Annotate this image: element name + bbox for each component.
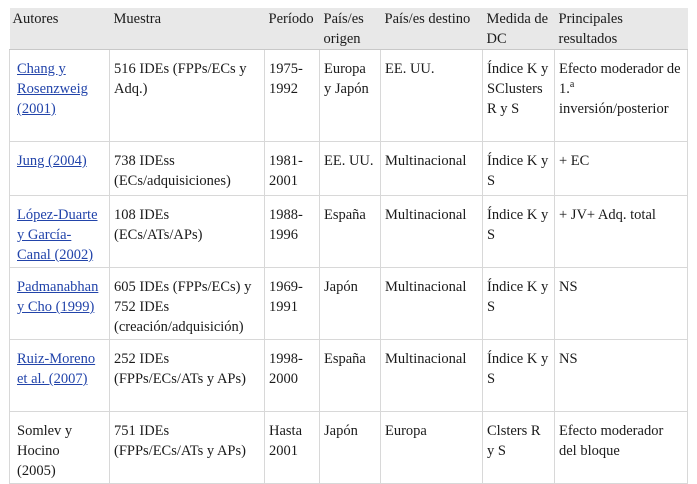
period-cell: Hasta 2001 <box>265 412 320 484</box>
sample-cell: 751 IDEs (FPPs/ECs/ATs y APs) <box>110 412 265 484</box>
destination-cell: EE. UU. <box>381 50 483 142</box>
author-link[interactable]: Padmanabhan y Cho (1999) <box>17 279 99 315</box>
sample-cell: 605 IDEs (FPPs/ECs) y 752 IDEs (creación/adquisición) <box>110 268 265 340</box>
header-measure: Medida de DC <box>483 8 555 50</box>
author-link[interactable]: Ruiz-Moreno et al. (2007) <box>17 351 96 387</box>
header-results: Principales resultados <box>555 8 688 50</box>
header-row <box>10 8 688 50</box>
author-cell <box>10 50 110 142</box>
table-row <box>10 142 688 196</box>
measure-cell: Índice K y S <box>483 268 555 340</box>
header-authors: Autores <box>10 8 110 50</box>
measure-cell: Clsters R y S <box>483 412 555 484</box>
period-cell: 1988-1996 <box>265 196 320 268</box>
table-row <box>10 50 688 142</box>
origin-cell: España <box>320 340 381 412</box>
period-cell: 1981-2001 <box>265 142 320 196</box>
origin-cell: Japón <box>320 268 381 340</box>
author-link[interactable]: López-Duarte y García- Canal (2002) <box>17 207 98 263</box>
author-cell <box>10 340 110 412</box>
period-cell: 1969-1991 <box>265 268 320 340</box>
measure-cell: Índice K y S <box>483 142 555 196</box>
result-cell: NS <box>555 268 688 340</box>
origin-cell: Europa y Japón <box>320 50 381 142</box>
header-sample: Muestra <box>110 8 265 50</box>
table-row <box>10 268 688 340</box>
author-cell <box>10 412 110 484</box>
result-cell: + EC <box>555 142 688 196</box>
destination-cell: Multinacional <box>381 340 483 412</box>
destination-cell: Multinacional <box>381 268 483 340</box>
table-row <box>10 412 688 484</box>
period-cell: 1998-2000 <box>265 340 320 412</box>
author-link[interactable]: Jung (2004) <box>17 153 87 169</box>
sample-cell: 738 IDEss (ECs/adquisiciones) <box>110 142 265 196</box>
header-period: Período <box>265 8 320 50</box>
result-cell: + JV+ Adq. total <box>555 196 688 268</box>
author-cell <box>10 196 110 268</box>
table-row <box>10 340 688 412</box>
header-destination: País/es destino <box>381 8 483 50</box>
result-cell: NS <box>555 340 688 412</box>
sample-cell: 252 IDEs (FPPs/ECs/ATs y APs) <box>110 340 265 412</box>
result-cell: Efecto moderador del bloque <box>555 412 688 484</box>
header-origin: País/es origen <box>320 8 381 50</box>
origin-cell: EE. UU. <box>320 142 381 196</box>
destination-cell: Multinacional <box>381 196 483 268</box>
author-cell <box>10 268 110 340</box>
studies-table <box>9 8 688 484</box>
destination-cell: Europa <box>381 412 483 484</box>
measure-cell: Índice K y S <box>483 196 555 268</box>
result-cell: Efecto moderador de 1.$^a$ inversión/posterior <box>555 50 688 142</box>
sample-cell: 108 IDEs (ECs/ATs/APs) <box>110 196 265 268</box>
measure-cell: Índice K y SClusters R y S <box>483 50 555 142</box>
author-cell <box>10 142 110 196</box>
author-link[interactable]: Chang y Rosenzweig (2001) <box>17 61 88 117</box>
measure-cell: Índice K y S <box>483 340 555 412</box>
period-cell: 1975-1992 <box>265 50 320 142</box>
table-row <box>10 196 688 268</box>
destination-cell: Multinacional <box>381 142 483 196</box>
author-text: Somlev y Hocino (2005) <box>17 423 73 479</box>
sample-cell: 516 IDEs (FPPs/ECs y Adq.) <box>110 50 265 142</box>
origin-cell: Japón <box>320 412 381 484</box>
origin-cell: España <box>320 196 381 268</box>
